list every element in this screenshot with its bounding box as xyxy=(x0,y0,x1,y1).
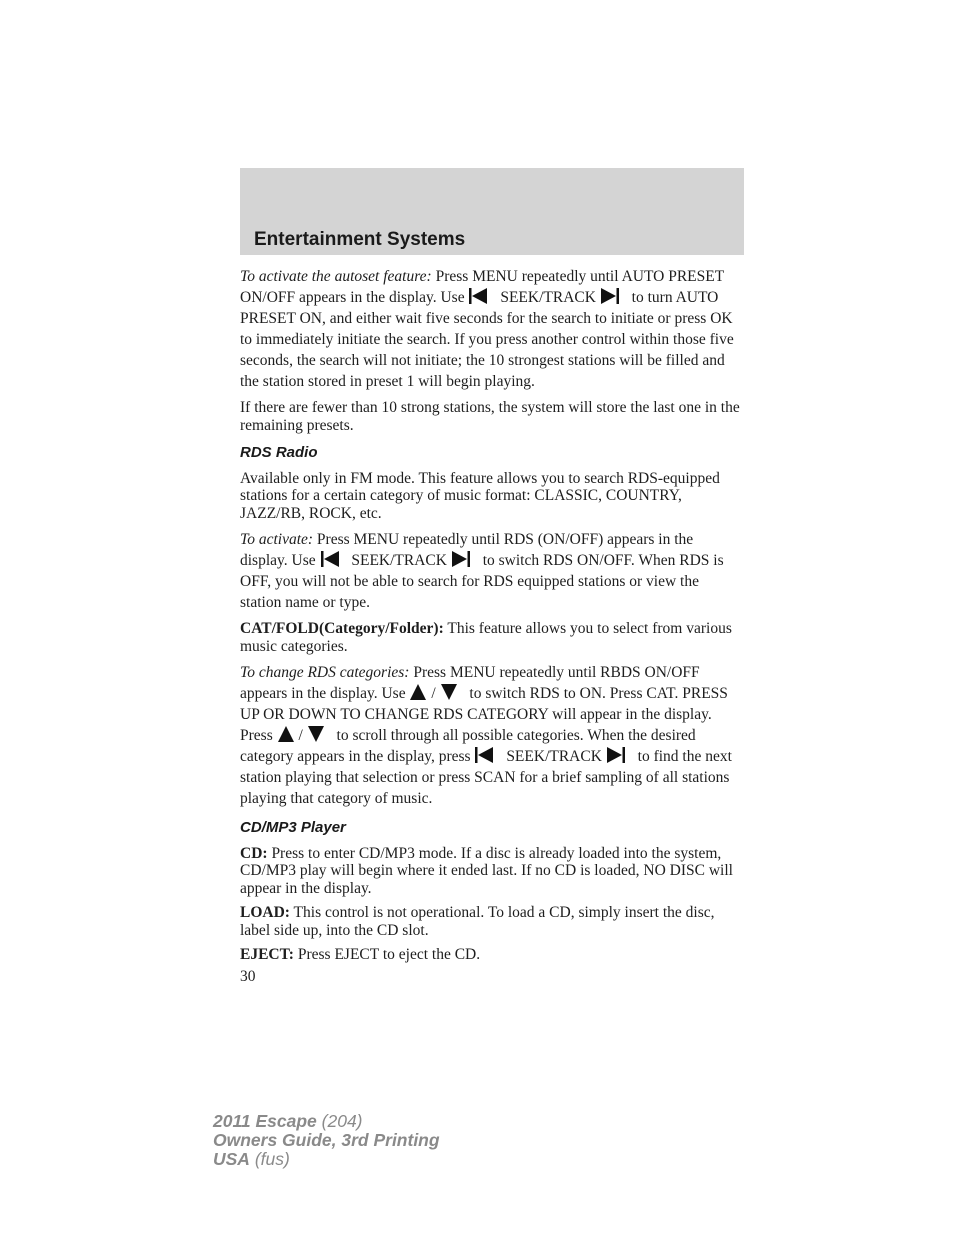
slash-separator: / xyxy=(298,727,303,744)
eject-paragraph xyxy=(240,946,744,964)
seek-forward-icon xyxy=(600,287,620,305)
footer-line-3 xyxy=(213,1150,440,1169)
seek-forward-icon xyxy=(451,550,471,568)
rds-activate-text-1: Press MENU repeatedly until RDS (ON/OFF) appears in the display. Use xyxy=(240,531,694,569)
arrow-up-icon xyxy=(409,683,427,701)
arrow-up-icon xyxy=(277,725,295,743)
rds-radio-heading: RDS Radio xyxy=(240,444,318,461)
rds-activate-text-2: to switch RDS ON/OFF. When RDS is OFF, you will not be able to search for RDS equipped stations or view the station name or type. xyxy=(240,552,724,611)
seek-track-label: SEEK/TRACK xyxy=(500,289,596,306)
seek-track-label: SEEK/TRACK xyxy=(351,552,447,569)
autoset-text-1: Press MENU repeatedly until AUTO PRESET ON/OFF appears in the display. Use xyxy=(240,268,724,306)
cat-fold-text: This feature allows you to select from various music categories. xyxy=(240,620,732,655)
eject-lead: EJECT: xyxy=(240,946,294,963)
fewer-stations-paragraph: If there are fewer than 10 strong stations, the system will store the last one in the remaining presets. xyxy=(240,399,740,434)
rds-categories-paragraph xyxy=(240,662,744,809)
section-header xyxy=(240,168,744,255)
rds-categories-text-1: Press MENU repeatedly until RBDS ON/OFF appears in the display. Use xyxy=(240,664,700,702)
load-text: This control is not operational. To load a CD, simply insert the disc, label side up, into the CD slot. xyxy=(240,904,715,939)
rds-categories-lead: To change RDS categories: xyxy=(240,664,410,681)
footer xyxy=(213,1112,440,1169)
seek-back-icon xyxy=(320,550,340,568)
autoset-lead: To activate the autoset feature: xyxy=(240,268,432,285)
cd-text: Press to enter CD/MP3 mode. If a disc is already loaded into the system, CD/MP3 play will begin where it ended last. If no CD is loaded, NO DISC will appear in the display. xyxy=(240,844,733,897)
cat-fold-paragraph xyxy=(240,620,744,655)
rds-activate-lead: To activate: xyxy=(240,531,314,548)
rds-categories-text-4: to find the next station playing that selection or press SCAN for a brief sampling of all stations playing that category of music. xyxy=(240,748,732,807)
load-lead: LOAD: xyxy=(240,904,290,921)
slash-separator: / xyxy=(431,685,436,702)
load-paragraph xyxy=(240,904,744,939)
seek-back-icon xyxy=(474,746,494,764)
rds-activate-paragraph xyxy=(240,529,744,613)
cd-lead: CD: xyxy=(240,844,268,862)
rds-categories-text-2: to switch RDS to ON. Press CAT. PRESS UP OR DOWN TO CHANGE RDS CATEGORY will appear in the display. Press xyxy=(240,685,728,744)
arrow-down-icon xyxy=(440,683,458,701)
footer-line-2: Owners Guide, 3rd Printing xyxy=(213,1130,440,1150)
footer-model: 2011 Escape xyxy=(213,1111,317,1131)
seek-back-icon xyxy=(468,287,488,305)
arrow-down-icon xyxy=(307,725,325,743)
seek-track-label: SEEK/TRACK xyxy=(506,748,602,765)
footer-region: USA xyxy=(213,1149,250,1169)
autoset-text-2: to turn AUTO PRESET ON, and either wait five seconds for the search to initiate or press OK to immediately initiate the search. If you press another control within those five seconds, the search will not initiate; the 10 strongest stations will be filled and the station stored in preset 1 will begin playing. xyxy=(240,289,734,390)
rds-intro-paragraph: Available only in FM mode. This feature allows you to search RDS-equipped stations for a certain category of music format: CLASSIC, COUNTRY, JAZZ/RB, ROCK, etc. xyxy=(240,469,720,522)
cd-mp3-heading: CD/MP3 Player xyxy=(240,819,346,836)
page-content xyxy=(240,266,744,985)
cd-paragraph xyxy=(240,845,744,898)
footer-region-code: (fus) xyxy=(249,1149,290,1169)
footer-model-code: (204) xyxy=(316,1111,363,1131)
rds-categories-text-3: to scroll through all possible categories. When the desired category appears in the display, press xyxy=(240,727,696,765)
footer-line-1 xyxy=(213,1112,440,1131)
section-title: Entertainment Systems xyxy=(254,229,466,250)
autoset-paragraph xyxy=(240,266,744,392)
seek-forward-icon xyxy=(606,746,626,764)
eject-text: Press EJECT to eject the CD. xyxy=(293,946,481,963)
page-number: 30 xyxy=(240,967,256,985)
cat-fold-lead: CAT/FOLD(Category/Folder): xyxy=(240,620,444,637)
